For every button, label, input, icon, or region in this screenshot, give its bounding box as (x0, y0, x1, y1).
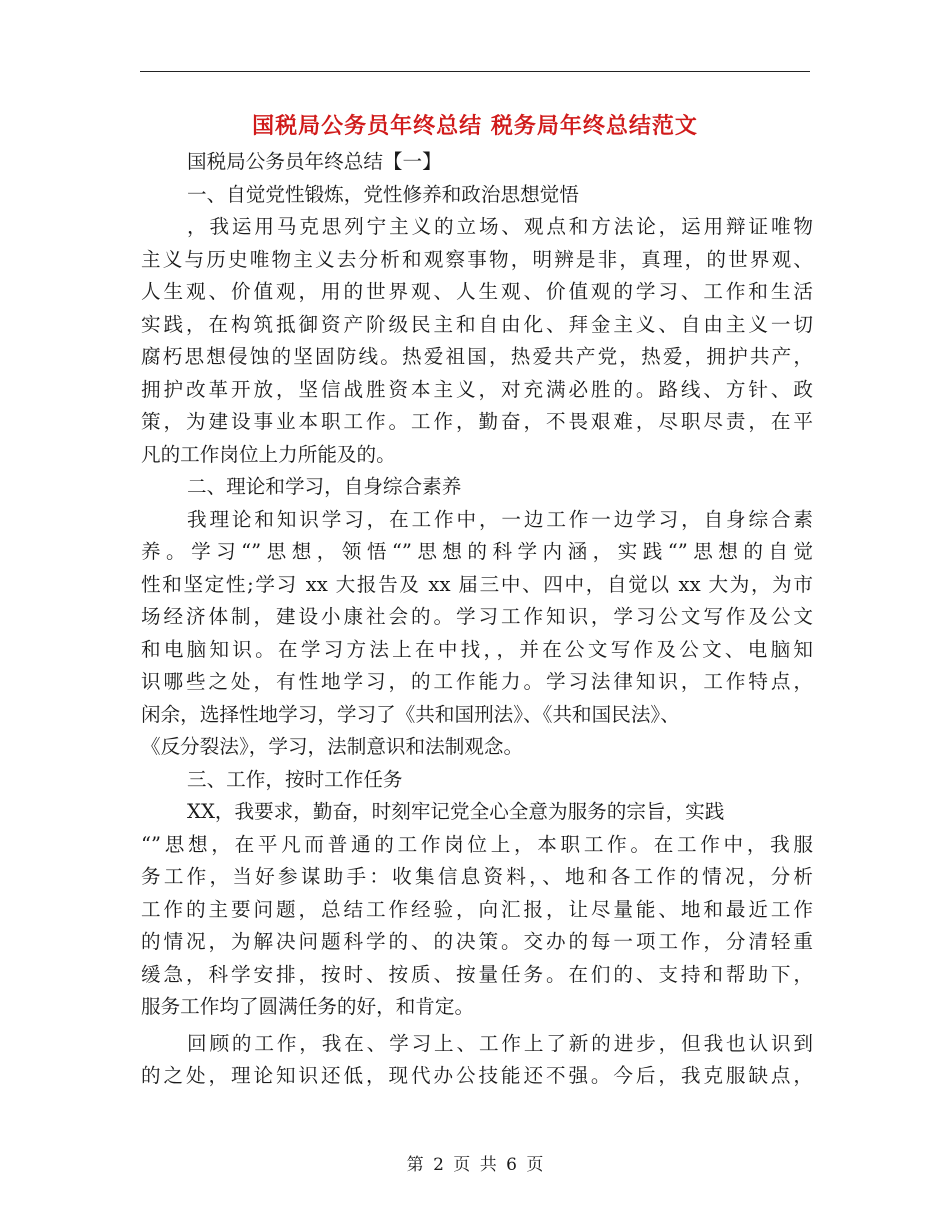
paragraph-line: ，我运用马克思列宁主义的立场、观点和方法论，运用辩证唯物 (187, 215, 813, 238)
paragraph-line: 识哪些之处，有性地学习，的工作能力。学习法律知识，工作特点， (141, 670, 813, 693)
paragraph-line: 养。学习“”思想，领悟“”思想的科学内涵，实践“”思想的自觉 (141, 540, 813, 563)
footer-prefix: 第 (406, 1155, 424, 1175)
footer-page-word: 页 (453, 1155, 471, 1175)
page-footer (0, 1153, 950, 1177)
paragraph-line: 闲余，选择性地学习，学习了《共和国刑法》、《共和国民法》、 (141, 702, 680, 726)
footer-total-suffix: 页 (526, 1155, 544, 1175)
paragraph-line: 务工作，当好参谋助手：收集信息资料，、地和各工作的情况，分析 (141, 865, 813, 888)
paragraph-line: 实践，在构筑抵御资产阶级民主和自由化、拜金主义、自由主义一切 (141, 312, 813, 336)
paragraph-line: 场经济体制，建设小康社会的。学习工作知识，学习公文写作及公文 (141, 605, 813, 628)
paragraph-line: 主义与历史唯物主义去分析和观察事物，明辨是非，真理，的世界观、 (141, 247, 813, 271)
paragraph-line: 腐朽思想侵蚀的坚固防线。热爱祖国，热爱共产党，热爱，拥护共产， (141, 345, 813, 368)
paragraph-line: 凡的工作岗位上力所能及的。 (141, 442, 396, 466)
paragraph-line: 我理论和知识学习，在工作中，一边工作一边学习，自身综合素 (187, 507, 813, 531)
footer-total-prefix: 共 (479, 1155, 497, 1175)
paragraph-line: 《反分裂法》，学习，法制意识和法制观念。 (141, 735, 524, 758)
paragraph-line: 和电脑知识。在学习方法上在中找，，并在公文写作及公文、电脑知 (141, 637, 813, 661)
section-heading: 三、工作，按时工作任务 (187, 767, 403, 791)
section-heading: 国税局公务员年终总结【一】 (187, 150, 442, 173)
current-page-number: 2 (433, 1155, 444, 1175)
section-heading: 一、自觉党性锻炼，党性修养和政治思想觉悟 (187, 182, 579, 206)
paragraph-line: XX，我要求，勤奋，时刻牢记党全心全意为服务的宗旨，实践 (187, 800, 725, 823)
document-body (141, 146, 813, 1093)
section-heading: 二、理论和学习，自身综合素养 (187, 475, 462, 498)
paragraph-line: 回顾的工作，我在、学习上、工作上了新的进步，但我也认识到 (187, 1031, 813, 1055)
paragraph-line: 服务工作均了圆满任务的好，和肯定。 (141, 995, 475, 1018)
paragraph-line: 的之处，理论知识还低，现代办公技能还不强。今后，我克服缺点， (141, 1064, 813, 1087)
document-title: 国税局公务员年终总结 税务局年终总结范文 (252, 113, 698, 139)
header-rule (140, 71, 810, 72)
paragraph-line: 人生观、价值观，用的世界观、人生观、价值观的学习、工作和生活 (141, 280, 813, 303)
paragraph-line: “”思想，在平凡而普通的工作岗位上，本职工作。在工作中，我服 (141, 832, 813, 856)
paragraph-line: 性和坚定性;学习 xx 大报告及 xx 届三中、四中，自觉以 xx 大为，为市 (141, 572, 813, 596)
paragraph-line: 的情况，为解决问题科学的、的决策。交办的每一项工作，分清轻重 (141, 930, 813, 953)
paragraph-line: 拥护改革开放，坚信战胜资本主义，对充满必胜的。路线、方针、政 (141, 377, 813, 401)
total-pages-number: 6 (506, 1155, 517, 1175)
paragraph-line: 策，为建设事业本职工作。工作，勤奋，不畏艰难，尽职尽责，在平 (141, 410, 813, 433)
paragraph-line: 工作的主要问题，总结工作经验，向汇报，让尽量能、地和最近工作 (141, 897, 813, 921)
paragraph-line: 缓急，科学安排，按时、按质、按量任务。在们的、支持和帮助下， (141, 962, 813, 986)
